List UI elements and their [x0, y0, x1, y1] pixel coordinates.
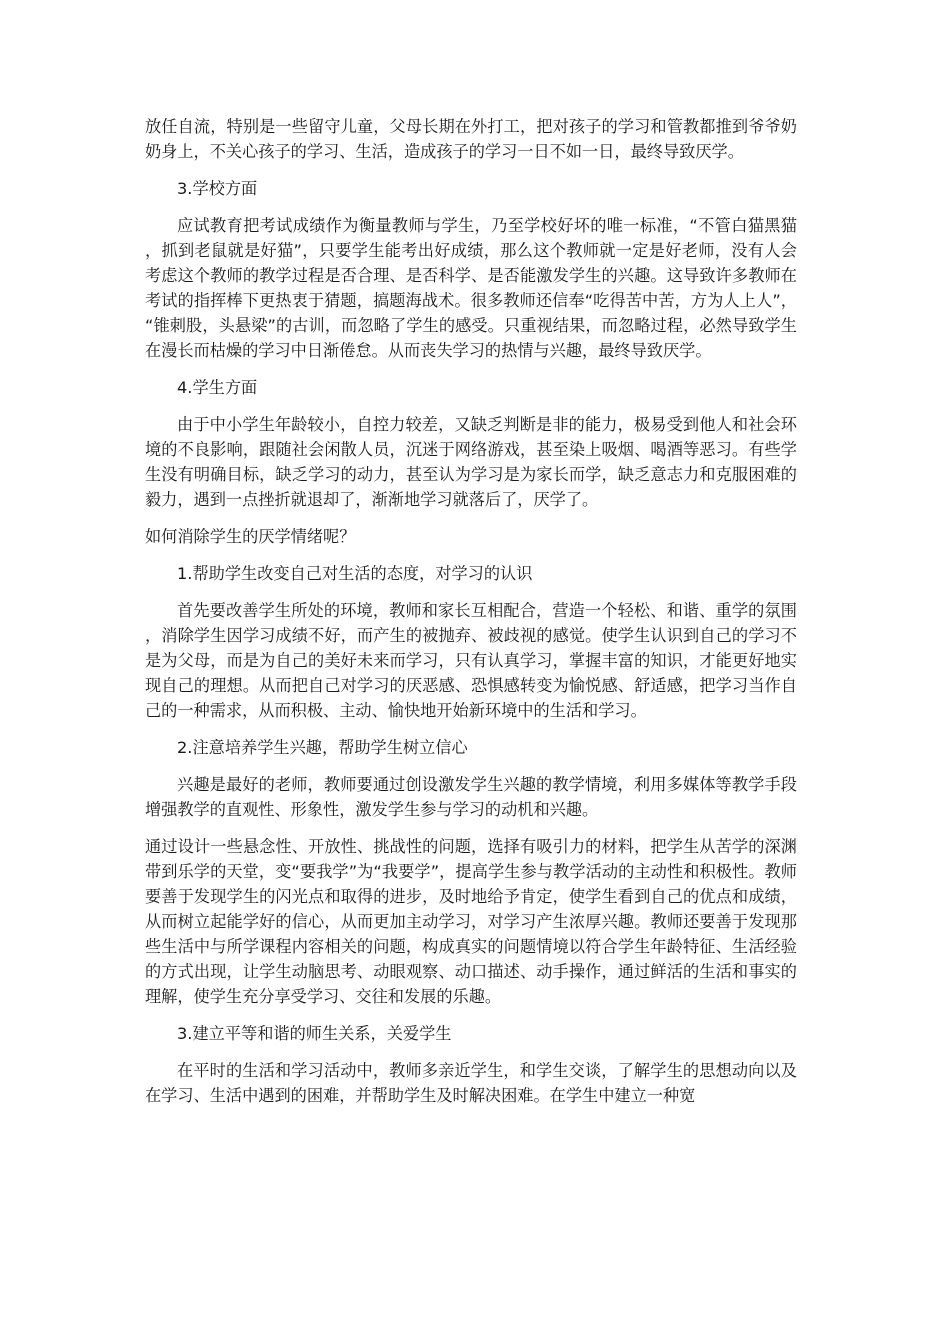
paragraph-school: 应试教育把考试成绩作为衡量教师与学生，乃至学校好坏的唯一标准，“不管白猫黑猫，抓到老鼠就是好猫”，只要学生能考出好成绩，那么这个教师就一定是好老师，没有人会考虑这个教师的教学过程是否合理、是否科学、是否能激发学生的兴趣。这导致许多教师在考试的指挥棒下更热衷于猜题，搞题海战术。很多教师还信奉“吃得苦中苦，方为人上人”，“锥刺股，头悬梁”的古训，而忽略了学生的感受。只重视结果，而忽略过程，必然导致学生在漫长而枯燥的学习中日渐倦怠。从而丧失学习的热情与兴趣，最终导致厌学。 [145, 216, 797, 360]
paragraph-interest: 兴趣是最好的老师，教师要通过创设激发学生兴趣的教学情境，利用多媒体等教学手段增强教学的直观性、形象性，激发学生参与学习的动机和兴趣。 [145, 775, 797, 819]
section-heading-interest: 2.注意培养学生兴趣，帮助学生树立信心 [177, 738, 468, 757]
paragraph-design: 通过设计一些悬念性、开放性、挑战性的问题，选择有吸引力的材料，把学生从苦学的深渊带到乐学的天堂，变“要我学”为“我要学”，提高学生参与教学活动的主动性和积极性。教师要善于发现学生的闪光点和取得的进步，及时地给予肯定，使学生看到自己的优点和成绩，从而树立起能学好的信心，从而更加主动学习，对学习产生浓厚兴趣。教师还要善于发现那些生活中与所学课程内容相关的问题，构成真实的问题情境以符合学生年龄特征、生活经验的方式出现，让学生动脑思考、动眼观察、动口描述、动手操作，通过鲜活的生活和事实的理解，使学生充分享受学习、交往和发展的乐趣。 [145, 837, 797, 1006]
section-heading-school: 3.学校方面 [177, 179, 258, 198]
paragraph-continuation: 放任自流，特别是一些留守儿童，父母长期在外打工，把对孩子的学习和管教都推到爷爷奶奶身上，不关心孩子的学习、生活，造成孩子的学习一日不如一日，最终导致厌学。 [145, 117, 797, 161]
section-heading-attitude: 1.帮助学生改变自己对生活的态度，对学习的认识 [177, 564, 533, 583]
question-heading: 如何消除学生的厌学情绪呢？ [145, 527, 356, 546]
paragraph-student: 由于中小学生年龄较小，自控力较差，又缺乏判断是非的能力，极易受到他人和社会环境的不良影响，跟随社会闲散人员，沉迷于网络游戏，甚至染上吸烟、喝酒等恶习。有些学生没有明确目标，缺乏学习的动力，甚至认为学习是为家长而学，缺乏意志力和克服困难的毅力，遇到一点挫折就退却了，渐渐地学习就落后了，厌学了。 [145, 415, 797, 509]
paragraph-attitude: 首先要改善学生所处的环境，教师和家长互相配合，营造一个轻松、和谐、重学的氛围，消除学生因学习成绩不好，而产生的被抛弃、被歧视的感觉。使学生认识到自己的学习不是为父母，而是为自己的美好未来而学习，只有认真学习，掌握丰富的知识，才能更好地实现自己的理想。从而把自己对学习的厌恶感、恐惧感转变为愉悦感、舒适感，把学习当作自己的一种需求，从而积极、主动、愉快地开始新环境中的生活和学习。 [145, 601, 797, 720]
paragraph-relationship: 在平时的生活和学习活动中，教师多亲近学生，和学生交谈，了解学生的思想动向以及在学习、生活中遇到的困难，并帮助学生及时解决困难。在学生中建立一种宽 [145, 1061, 797, 1105]
section-heading-relationship: 3.建立平等和谐的师生关系，关爱学生 [177, 1024, 452, 1043]
section-heading-student: 4.学生方面 [177, 378, 258, 397]
document-body [145, 114, 797, 1108]
